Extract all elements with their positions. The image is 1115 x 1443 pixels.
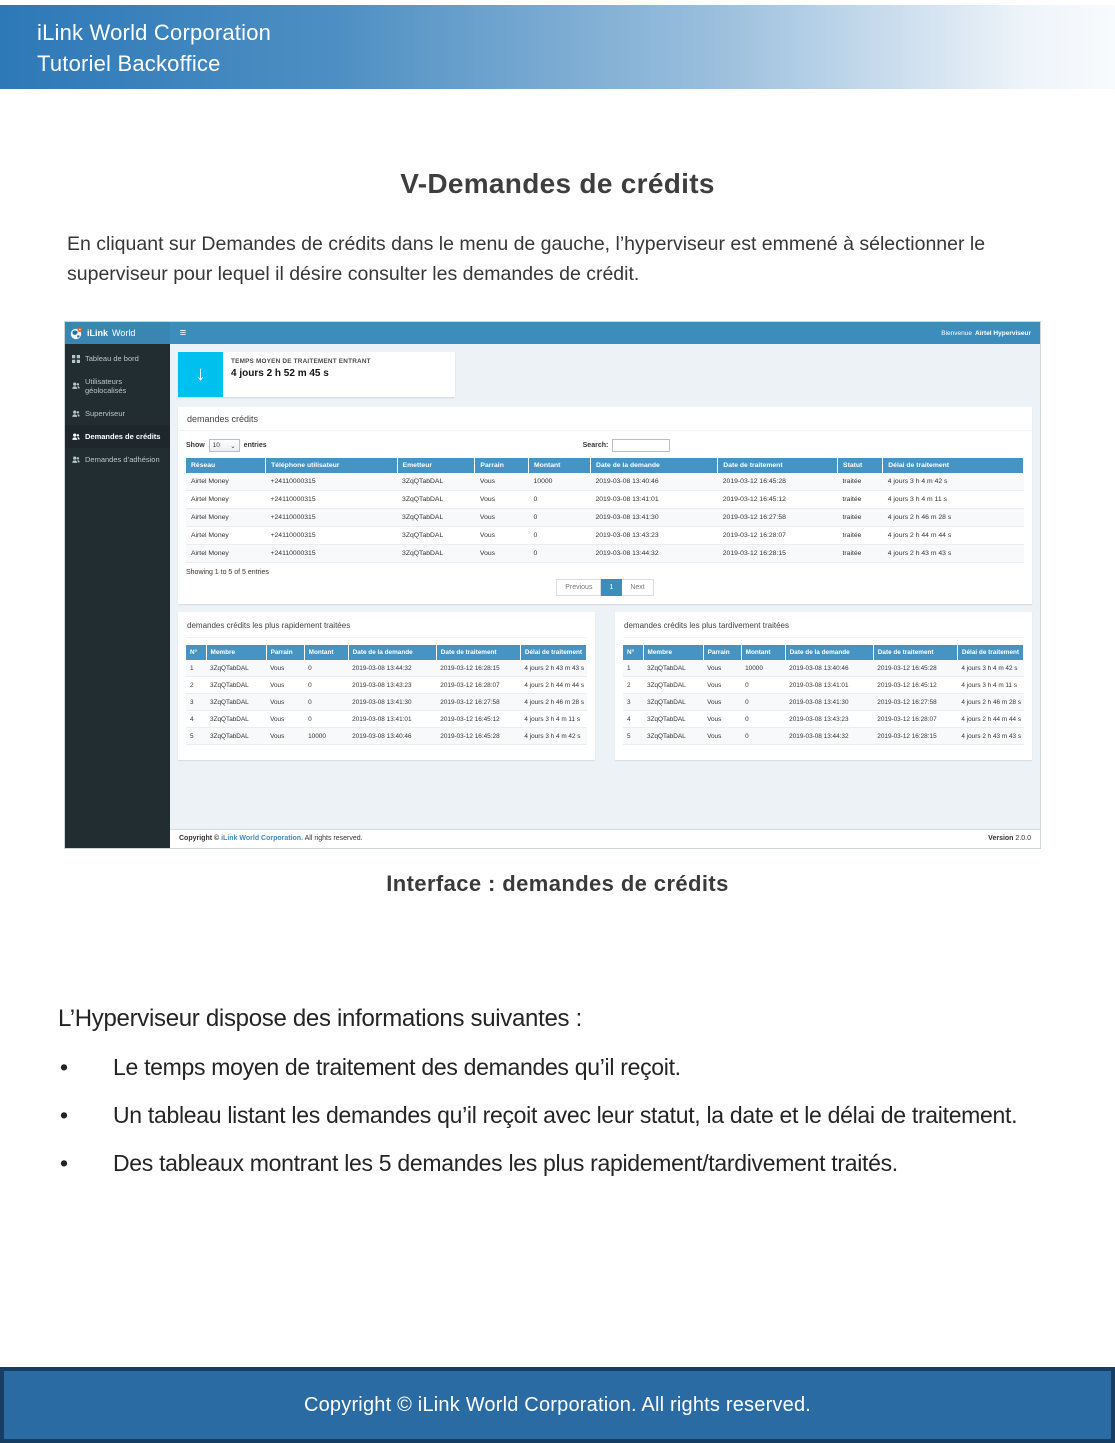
table-cell: 2019-03-12 16:28:15 bbox=[873, 728, 957, 745]
table-cell: Vous bbox=[475, 509, 529, 527]
column-header[interactable]: Date de la demande bbox=[590, 458, 717, 473]
table-cell: Vous bbox=[266, 728, 304, 745]
table-cell: 2019-03-12 16:45:28 bbox=[436, 728, 520, 745]
table-cell: 2019-03-12 16:27:58 bbox=[718, 509, 838, 527]
table-cell: +24110000315 bbox=[266, 545, 397, 563]
table-cell: 2019-03-12 16:28:15 bbox=[718, 545, 838, 563]
table-cell: 0 bbox=[529, 491, 591, 509]
app-copyright bbox=[179, 835, 363, 842]
table-cell: 4 jours 2 h 46 m 28 s bbox=[883, 509, 1024, 527]
table-cell: +24110000315 bbox=[266, 527, 397, 545]
table-cell: 4 jours 2 h 43 m 43 s bbox=[520, 660, 586, 677]
app-body bbox=[65, 344, 1040, 848]
table-cell: Vous bbox=[266, 694, 304, 711]
app-logo[interactable] bbox=[65, 322, 170, 344]
table-row bbox=[186, 677, 587, 694]
column-header[interactable]: Date de traitement bbox=[718, 458, 838, 473]
table-cell: Airtel Money bbox=[186, 491, 266, 509]
table-cell: 4 jours 2 h 44 m 44 s bbox=[883, 527, 1024, 545]
column-header[interactable]: Membre bbox=[206, 645, 266, 660]
table-cell: 0 bbox=[304, 711, 348, 728]
table-cell: +24110000315 bbox=[266, 491, 397, 509]
table-cell: 0 bbox=[741, 677, 785, 694]
table-header-row bbox=[623, 645, 1024, 660]
app-sidebar bbox=[65, 344, 170, 848]
backoffice-screenshot bbox=[65, 322, 1040, 848]
table-cell: Vous bbox=[475, 473, 529, 491]
bullet-text: Le temps moyen de traitement des demandes qu’il reçoit. bbox=[113, 1054, 681, 1080]
list-item bbox=[58, 1100, 1078, 1131]
table-cell: Vous bbox=[703, 677, 741, 694]
info-heading: L’Hyperviseur dispose des informations suivantes : bbox=[58, 1005, 582, 1032]
down-arrow-icon: ↓ bbox=[178, 352, 223, 397]
chevron-down-icon: ⌄ bbox=[230, 442, 236, 450]
table-row bbox=[186, 509, 1024, 527]
table-cell: Vous bbox=[266, 677, 304, 694]
version-value: 2.0.0 bbox=[1015, 835, 1031, 842]
column-header[interactable]: Statut bbox=[838, 458, 883, 473]
column-header[interactable]: Emetteur bbox=[397, 458, 475, 473]
app-version bbox=[988, 835, 1031, 842]
table-cell: 2019-03-12 16:28:15 bbox=[436, 660, 520, 677]
document-subtitle: Tutoriel Backoffice bbox=[37, 51, 221, 76]
users-icon bbox=[72, 410, 80, 418]
table-cell: 3ZqQTabDAL bbox=[397, 509, 475, 527]
panel-title: demandes crédits les plus tardivement traitées bbox=[623, 619, 1024, 638]
entries-select[interactable] bbox=[209, 439, 240, 452]
show-entries-control bbox=[186, 439, 267, 452]
brand-text-light: World bbox=[112, 328, 136, 338]
app-navbar bbox=[65, 322, 1040, 344]
entries-label: entries bbox=[243, 442, 267, 449]
table-row bbox=[623, 660, 1024, 677]
sidebar-item-tableau-de-bord[interactable] bbox=[65, 347, 170, 370]
table-cell: 2019-03-08 13:41:01 bbox=[590, 491, 717, 509]
table-cell: 3ZqQTabDAL bbox=[206, 694, 266, 711]
copyright-suffix: . All rights reserved. bbox=[301, 835, 363, 842]
table-cell: 0 bbox=[741, 711, 785, 728]
table-controls bbox=[186, 439, 1024, 452]
intro-paragraph: En cliquant sur Demandes de crédits dans le menu de gauche, l’hyperviseur est emmené à sélectionner le superviseur pour lequel il désire consulter les demandes de crédit. bbox=[67, 233, 986, 285]
column-header[interactable]: Date de traitement bbox=[873, 645, 957, 660]
column-header[interactable]: Date de traitement bbox=[436, 645, 520, 660]
table-cell: 2 bbox=[623, 677, 643, 694]
demandes-credits-table bbox=[186, 458, 1024, 563]
column-header[interactable]: Délai de traitement bbox=[957, 645, 1023, 660]
table-cell: 4 jours 3 h 4 m 11 s bbox=[957, 677, 1023, 694]
version-label: Version bbox=[988, 835, 1014, 842]
table-cell: 2019-03-12 16:45:12 bbox=[873, 677, 957, 694]
table-cell: 3ZqQTabDAL bbox=[643, 711, 703, 728]
table-row bbox=[186, 473, 1024, 491]
column-header[interactable]: Réseau bbox=[186, 458, 266, 473]
table-cell: 2019-03-08 13:40:46 bbox=[590, 473, 717, 491]
table-cell: 3ZqQTabDAL bbox=[643, 660, 703, 677]
welcome-prefix: Bienvenue bbox=[941, 329, 972, 337]
table-cell: 3ZqQTabDAL bbox=[397, 527, 475, 545]
slowest-processed-table bbox=[623, 645, 1024, 745]
menu-toggle-icon[interactable]: ≡ bbox=[179, 327, 187, 339]
bullet-glyph: • bbox=[60, 1150, 68, 1176]
bullet-text: Un tableau listant les demandes qu’il reçoit avec leur statut, la date et le délai de traitement. bbox=[113, 1102, 1018, 1128]
table-cell: 1 bbox=[623, 660, 643, 677]
column-header[interactable]: Membre bbox=[643, 645, 703, 660]
sidebar-item-demandes-adhesion[interactable] bbox=[65, 448, 170, 471]
document-footer-banner: Copyright © iLink World Corporation. All rights reserved. bbox=[0, 1367, 1115, 1443]
table-cell: 0 bbox=[304, 694, 348, 711]
table-cell: 4 jours 2 h 44 m 44 s bbox=[520, 677, 586, 694]
table-cell: Vous bbox=[703, 711, 741, 728]
slowest-processed-panel bbox=[615, 612, 1032, 760]
copyright-prefix: Copyright © bbox=[179, 835, 222, 842]
table-cell: 2019-03-08 13:41:01 bbox=[348, 711, 436, 728]
table-cell: 4 jours 2 h 44 m 44 s bbox=[957, 711, 1023, 728]
table-cell: 3 bbox=[623, 694, 643, 711]
info-block bbox=[58, 1003, 1078, 1179]
sidebar-item-label: Superviseur bbox=[85, 409, 126, 418]
users-icon bbox=[72, 456, 80, 464]
table-cell: 2019-03-12 16:45:12 bbox=[718, 491, 838, 509]
table-cell: traitée bbox=[838, 509, 883, 527]
table-cell: 0 bbox=[304, 660, 348, 677]
table-cell: traitée bbox=[838, 473, 883, 491]
column-header[interactable]: N° bbox=[623, 645, 643, 660]
table-cell: 0 bbox=[741, 728, 785, 745]
column-header[interactable]: Montant bbox=[304, 645, 348, 660]
table-row bbox=[623, 694, 1024, 711]
table-row bbox=[186, 711, 587, 728]
table-header-row bbox=[186, 458, 1024, 473]
globe-pin-icon bbox=[70, 327, 83, 340]
table-cell: 3ZqQTabDAL bbox=[206, 677, 266, 694]
welcome-username: Airtel Hyperviseur bbox=[975, 329, 1031, 337]
table-cell: 4 jours 3 h 4 m 42 s bbox=[883, 473, 1024, 491]
table-cell: Vous bbox=[703, 694, 741, 711]
table-cell: 2 bbox=[186, 677, 206, 694]
column-header[interactable]: N° bbox=[186, 645, 206, 660]
sidebar-item-label: Utilisateurs géolocalisés bbox=[85, 377, 127, 395]
table-row bbox=[623, 677, 1024, 694]
panel-title: demandes crédits bbox=[178, 407, 1032, 431]
column-header[interactable]: Montant bbox=[741, 645, 785, 660]
table-cell: 2019-03-08 13:41:30 bbox=[785, 694, 873, 711]
pagination bbox=[186, 579, 1024, 596]
table-cell: 2019-03-08 13:43:23 bbox=[785, 711, 873, 728]
table-cell: 2019-03-12 16:45:12 bbox=[436, 711, 520, 728]
table-cell: 2019-03-08 13:44:32 bbox=[348, 660, 436, 677]
table-cell: 2019-03-12 16:28:07 bbox=[436, 677, 520, 694]
table-cell: 10000 bbox=[529, 473, 591, 491]
table-cell: 3ZqQTabDAL bbox=[206, 660, 266, 677]
table-cell: 0 bbox=[529, 545, 591, 563]
infobox-value: 4 jours 2 h 52 m 45 s bbox=[231, 368, 329, 379]
entries-select-value: 10 bbox=[212, 442, 220, 449]
table-cell: 2019-03-08 13:44:32 bbox=[785, 728, 873, 745]
table-cell: Vous bbox=[266, 711, 304, 728]
table-cell: 4 jours 3 h 4 m 42 s bbox=[957, 660, 1023, 677]
list-item bbox=[58, 1052, 1078, 1083]
table-cell: 3ZqQTabDAL bbox=[643, 694, 703, 711]
showing-entries-text: Showing 1 to 5 of 5 entries bbox=[186, 569, 269, 576]
table-cell: 2019-03-12 16:45:28 bbox=[718, 473, 838, 491]
fastest-processed-panel bbox=[178, 612, 595, 760]
table-cell: 0 bbox=[529, 509, 591, 527]
bullet-text: Des tableaux montrant les 5 demandes les plus rapidement/tardivement traités. bbox=[113, 1150, 898, 1176]
copyright-company-link[interactable]: iLink World Corporation bbox=[221, 835, 302, 842]
column-header[interactable]: Délai de traitement bbox=[883, 458, 1024, 473]
users-icon bbox=[72, 433, 80, 441]
column-header[interactable]: Délai de traitement bbox=[520, 645, 586, 660]
table-cell: 3ZqQTabDAL bbox=[206, 728, 266, 745]
table-cell: 3ZqQTabDAL bbox=[206, 711, 266, 728]
page-1-button[interactable]: 1 bbox=[601, 579, 622, 596]
column-header[interactable]: Date de la demande bbox=[348, 645, 436, 660]
table-cell: 0 bbox=[529, 527, 591, 545]
table-cell: 4 jours 2 h 43 m 43 s bbox=[957, 728, 1023, 745]
table-cell: 2019-03-08 13:41:30 bbox=[590, 509, 717, 527]
table-cell: 0 bbox=[741, 694, 785, 711]
table-row bbox=[186, 545, 1024, 563]
brand-text-bold: iLink bbox=[87, 328, 109, 338]
table-row bbox=[186, 694, 587, 711]
table-cell: 4 bbox=[623, 711, 643, 728]
table-cell: +24110000315 bbox=[266, 509, 397, 527]
table-cell: 10000 bbox=[304, 728, 348, 745]
table-cell: 3ZqQTabDAL bbox=[397, 491, 475, 509]
column-header[interactable]: Téléphone utilisateur bbox=[266, 458, 397, 473]
list-item bbox=[58, 1148, 1078, 1179]
demandes-credits-panel bbox=[178, 407, 1032, 604]
table-cell: Airtel Money bbox=[186, 473, 266, 491]
table-cell: 3ZqQTabDAL bbox=[643, 677, 703, 694]
table-cell: 4 jours 2 h 46 m 28 s bbox=[957, 694, 1023, 711]
table-cell: 3ZqQTabDAL bbox=[397, 473, 475, 491]
sidebar-item-demandes-de-credits[interactable] bbox=[65, 425, 170, 448]
panel-title: demandes crédits les plus rapidement traitées bbox=[186, 619, 587, 638]
table-cell: Vous bbox=[475, 527, 529, 545]
figure-caption: Interface : demandes de crédits bbox=[386, 871, 729, 896]
table-cell: 3ZqQTabDAL bbox=[643, 728, 703, 745]
table-cell: 4 jours 3 h 4 m 42 s bbox=[520, 728, 586, 745]
welcome-user[interactable] bbox=[941, 322, 1040, 344]
table-row bbox=[186, 660, 587, 677]
fastest-processed-table bbox=[186, 645, 587, 745]
table-header-row bbox=[186, 645, 587, 660]
table-cell: 2019-03-08 13:41:30 bbox=[348, 694, 436, 711]
table-row bbox=[186, 491, 1024, 509]
table-cell: 2019-03-12 16:27:58 bbox=[873, 694, 957, 711]
company-name: iLink World Corporation bbox=[37, 20, 272, 45]
table-cell: 4 jours 3 h 4 m 11 s bbox=[883, 491, 1024, 509]
table-cell: 2019-03-12 16:28:07 bbox=[873, 711, 957, 728]
table-cell: 2019-03-12 16:45:28 bbox=[873, 660, 957, 677]
app-content bbox=[170, 344, 1040, 848]
table-cell: traitée bbox=[838, 545, 883, 563]
table-cell: 2019-03-08 13:44:32 bbox=[590, 545, 717, 563]
column-header[interactable]: Parrain bbox=[266, 645, 304, 660]
table-cell: 3ZqQTabDAL bbox=[397, 545, 475, 563]
table-cell: 2019-03-08 13:41:01 bbox=[785, 677, 873, 694]
table-cell: 2019-03-08 13:43:23 bbox=[590, 527, 717, 545]
show-label: Show bbox=[186, 442, 205, 449]
avg-processing-time-infobox bbox=[178, 352, 455, 397]
table-cell: 5 bbox=[623, 728, 643, 745]
table-cell: Vous bbox=[475, 491, 529, 509]
sidebar-item-label: Tableau de bord bbox=[85, 354, 139, 363]
sidebar-item-label: Demandes d’adhésion bbox=[85, 455, 160, 464]
column-header[interactable]: Parrain bbox=[475, 458, 529, 473]
next-page-button[interactable]: Next bbox=[622, 579, 653, 596]
table-cell: 2019-03-08 13:40:46 bbox=[785, 660, 873, 677]
column-header[interactable]: Date de la demande bbox=[785, 645, 873, 660]
table-cell: 1 bbox=[186, 660, 206, 677]
table-cell: Airtel Money bbox=[186, 545, 266, 563]
table-cell: 5 bbox=[186, 728, 206, 745]
table-cell: 4 jours 2 h 46 m 28 s bbox=[520, 694, 586, 711]
table-cell: Airtel Money bbox=[186, 509, 266, 527]
app-footer bbox=[170, 829, 1040, 848]
sidebar-item-label: Demandes de crédits bbox=[85, 432, 161, 441]
table-row bbox=[186, 527, 1024, 545]
table-cell: Vous bbox=[703, 660, 741, 677]
search-input[interactable] bbox=[612, 439, 670, 452]
table-cell: 2019-03-12 16:27:58 bbox=[436, 694, 520, 711]
table-cell: 2019-03-08 13:43:23 bbox=[348, 677, 436, 694]
table-cell: Vous bbox=[475, 545, 529, 563]
table-cell: 0 bbox=[304, 677, 348, 694]
users-icon bbox=[72, 382, 80, 390]
table-cell: +24110000315 bbox=[266, 473, 397, 491]
dashboard-icon bbox=[72, 355, 80, 363]
bullet-glyph: • bbox=[60, 1054, 68, 1080]
table-cell: Vous bbox=[266, 660, 304, 677]
table-cell: 2019-03-08 13:40:46 bbox=[348, 728, 436, 745]
sub-panels-row bbox=[178, 612, 1032, 760]
table-row bbox=[623, 728, 1024, 745]
table-cell: 2019-03-12 16:28:07 bbox=[718, 527, 838, 545]
table-cell: Airtel Money bbox=[186, 527, 266, 545]
infobox-label: TEMPS MOYEN DE TRAITEMENT ENTRANT bbox=[231, 358, 371, 365]
bullet-glyph: • bbox=[60, 1102, 68, 1128]
table-row bbox=[186, 728, 587, 745]
table-cell: Vous bbox=[703, 728, 741, 745]
sidebar-item-utilisateurs-geolocalises[interactable] bbox=[65, 370, 170, 402]
table-cell: traitée bbox=[838, 491, 883, 509]
table-cell: 10000 bbox=[741, 660, 785, 677]
table-cell: 4 bbox=[186, 711, 206, 728]
table-cell: traitée bbox=[838, 527, 883, 545]
search-label: Search: bbox=[582, 442, 609, 449]
table-cell: 3 bbox=[186, 694, 206, 711]
table-cell: 4 jours 3 h 4 m 11 s bbox=[520, 711, 586, 728]
previous-page-button[interactable]: Previous bbox=[556, 579, 601, 596]
column-header[interactable]: Montant bbox=[529, 458, 591, 473]
column-header[interactable]: Parrain bbox=[703, 645, 741, 660]
search-control bbox=[583, 439, 671, 452]
table-cell: 4 jours 2 h 43 m 43 s bbox=[883, 545, 1024, 563]
table-row bbox=[623, 711, 1024, 728]
document-header-banner bbox=[0, 5, 1115, 89]
section-title: V-Demandes de crédits bbox=[400, 168, 715, 199]
sidebar-item-superviseur[interactable] bbox=[65, 402, 170, 425]
